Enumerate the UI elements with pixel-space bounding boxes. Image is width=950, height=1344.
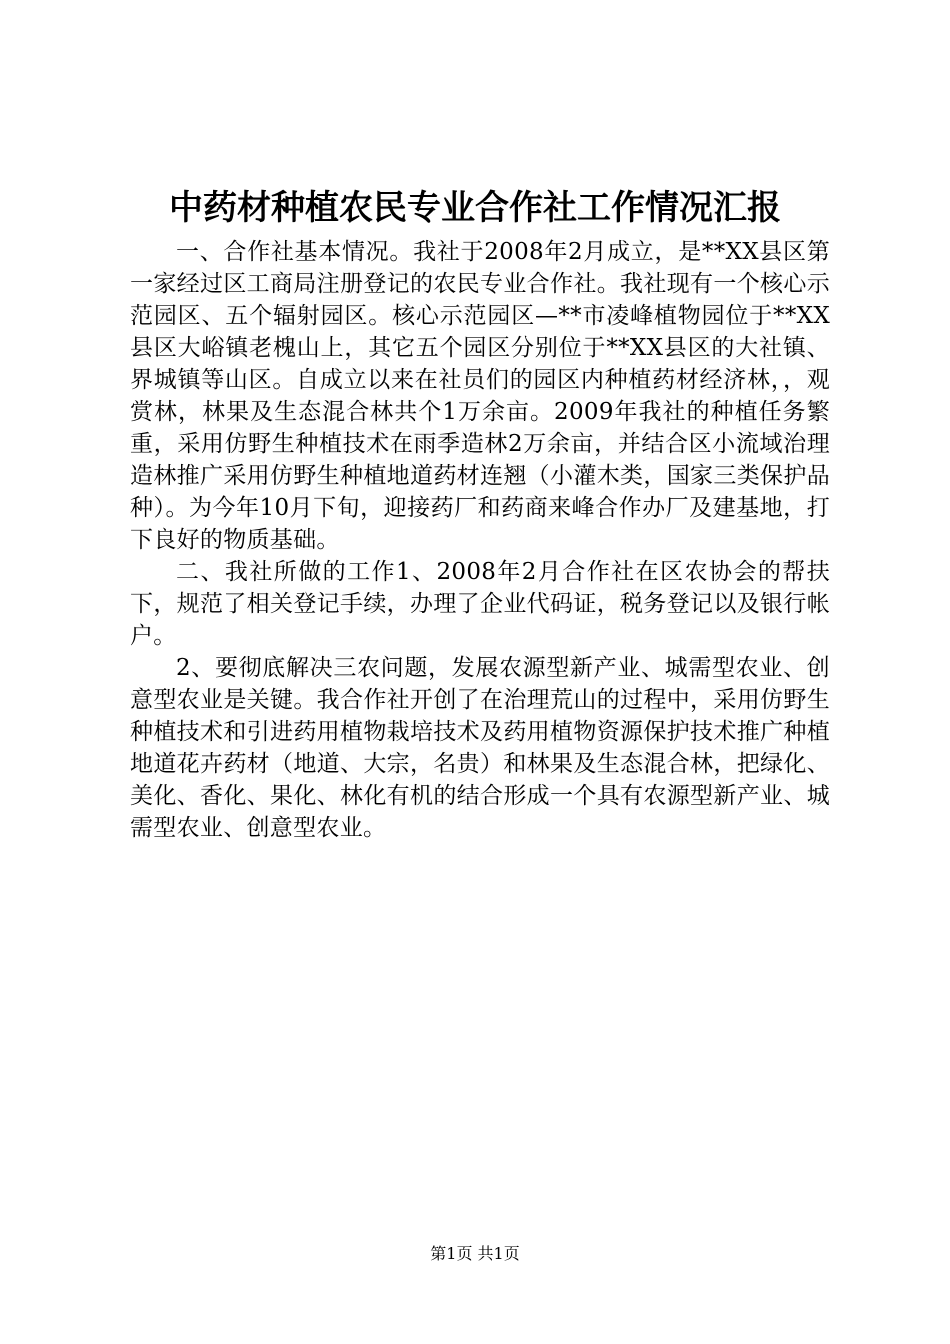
- page-footer: 第1页 共1页: [430, 1244, 520, 1263]
- paragraph-three-rural-issues: 2、要彻底解决三农问题，发展农源型新产业、城需型农业、创意型农业是关键。我合作社开创了在治理荒山的过程中，采用仿野生种植技术和引进药用植物栽培技术及药用植物资源保护技术推广种植地道花卉药材（地道、大宗，名贵）和林果及生态混合林，把绿化、美化、香化、果化、林化有机的结合形成一个具有农源型新产业、城需型农业、创意型农业。: [130, 655, 830, 841]
- paragraph-basic-info: 一、合作社基本情况。我社于2008年2月成立，是**XX县区第一家经过区工商局注册登记的农民专业合作社。我社现有一个核心示范园区、五个辐射园区。核心示范园区—**市凌峰植物园位于**XX县区大峪镇老槐山上，其它五个园区分别位于**XX县区的大社镇、界城镇等山区。自成立以来在社员们的园区内种植药材经济林，，观赏林，林果及生态混合林共个1万余亩。2009年我社的种植任务繁重，采用仿野生种植技术在雨季造林2万余亩，并结合区小流域治理造林推广采用仿野生种植地道药材连翘（小灌木类，国家三类保护品种）。为今年10月下旬，迎接药厂和药商来峰合作办厂及建基地，打下良好的物质基础。: [130, 239, 830, 553]
- paragraph-work-done: 二、我社所做的工作1、2008年2月合作社在区农协会的帮扶下，规范了相关登记手续，办理了企业代码证，税务登记以及银行帐户。: [130, 559, 830, 649]
- document-body: [130, 236, 830, 844]
- document-title: 中药材种植农民专业合作社工作情况汇报: [169, 188, 781, 228]
